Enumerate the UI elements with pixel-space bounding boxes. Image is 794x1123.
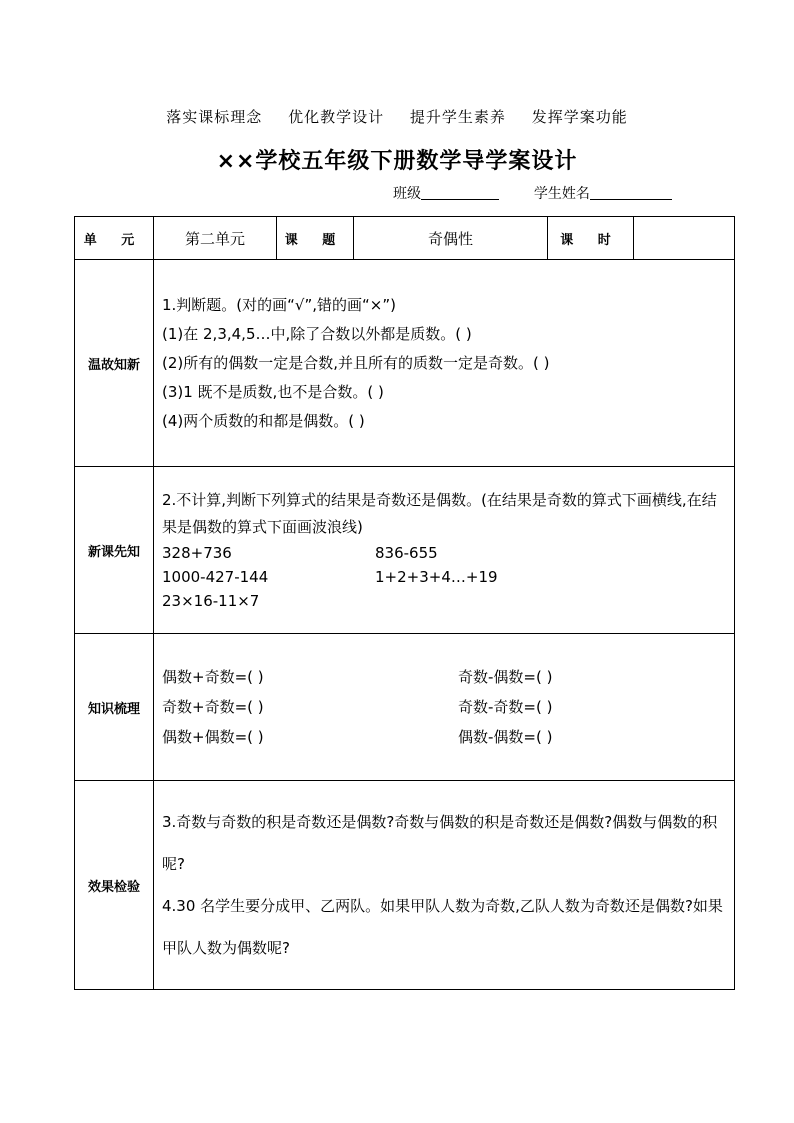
- check-row: [75, 781, 735, 990]
- knowledge-pair-2: [162, 692, 726, 722]
- knowledge-pair-3: [162, 722, 726, 752]
- knowledge-row: [75, 634, 735, 781]
- slogan-2: 优化教学设计: [288, 108, 385, 126]
- knowledge-pair-1: [162, 662, 726, 692]
- expression-2: 836-655: [375, 544, 438, 562]
- slogan-1: 落实课标理念: [166, 108, 263, 126]
- period-value[interactable]: [634, 217, 735, 260]
- check-label: 效果检验: [75, 781, 154, 990]
- class-label: 班级: [393, 186, 421, 202]
- slogan-4: 发挥学案功能: [531, 108, 628, 126]
- check-question-3: 3.奇数与奇数的积是奇数还是偶数?奇数与偶数的积是奇数还是偶数?偶数与偶数的积呢?: [162, 813, 718, 873]
- topic-label: 课 题: [277, 217, 354, 260]
- review-row: [75, 260, 735, 467]
- review-content: [154, 260, 735, 467]
- unit-value: 第二单元: [154, 217, 277, 260]
- review-label: 温故知新: [75, 260, 154, 467]
- knowledge-content: [154, 634, 735, 781]
- knowledge-label: 知识梳理: [75, 634, 154, 781]
- preview-label: 新课先知: [75, 467, 154, 634]
- unit-label: 单 元: [75, 217, 154, 260]
- slogan-3: 提升学生素养: [409, 108, 506, 126]
- name-label: 学生姓名: [533, 186, 590, 202]
- name-blank[interactable]: [590, 185, 672, 200]
- expression-row-1: [162, 541, 726, 565]
- expression-row-3: [162, 589, 726, 613]
- review-line-4: (3)1 既不是质数,也不是合数。( ): [162, 382, 384, 401]
- rule-even-minus-even: 偶数-偶数=( ): [458, 728, 553, 746]
- student-info: [393, 183, 672, 203]
- check-content: [154, 781, 735, 990]
- expression-1: 328+736: [162, 544, 232, 562]
- lesson-plan-table: [74, 216, 735, 990]
- class-blank[interactable]: [421, 185, 499, 200]
- page-title: ××学校五年级下册数学导学案设计: [216, 149, 578, 174]
- rule-even-plus-odd: 偶数+奇数=( ): [162, 668, 264, 686]
- review-line-3: (2)所有的偶数一定是合数,并且所有的质数一定是奇数。( ): [162, 353, 550, 372]
- expression-row-2: [162, 565, 726, 589]
- topic-value: 奇偶性: [354, 217, 548, 260]
- rule-odd-minus-even: 奇数-偶数=( ): [458, 668, 553, 686]
- slogan-line: [0, 106, 794, 127]
- table-header-row: [75, 217, 735, 260]
- check-question-4: 4.30 名学生要分成甲、乙两队。如果甲队人数为奇数,乙队人数为奇数还是偶数?如果甲队人数为偶数呢?: [162, 897, 723, 957]
- preview-row: [75, 467, 735, 634]
- period-label: 课 时: [548, 217, 634, 260]
- preview-content: [154, 467, 735, 634]
- rule-even-plus-even: 偶数+偶数=( ): [162, 728, 264, 746]
- expression-3: 1000-427-144: [162, 568, 269, 586]
- rule-odd-minus-odd: 奇数-奇数=( ): [458, 698, 553, 716]
- review-line-5: (4)两个质数的和都是偶数。( ): [162, 411, 365, 430]
- preview-question: 2.不计算,判断下列算式的结果是奇数还是偶数。(在结果是奇数的算式下画横线,在结果是偶数的算式下面画波浪线): [162, 491, 717, 536]
- review-line-2: (1)在 2,3,4,5…中,除了合数以外都是质数。( ): [162, 324, 472, 343]
- review-line-1: 1.判断题。(对的画“√”,错的画“×”): [162, 295, 396, 314]
- expression-5: 23×16-11×7: [162, 592, 260, 610]
- expression-4: 1+2+3+4…+19: [375, 568, 498, 586]
- rule-odd-plus-odd: 奇数+奇数=( ): [162, 698, 264, 716]
